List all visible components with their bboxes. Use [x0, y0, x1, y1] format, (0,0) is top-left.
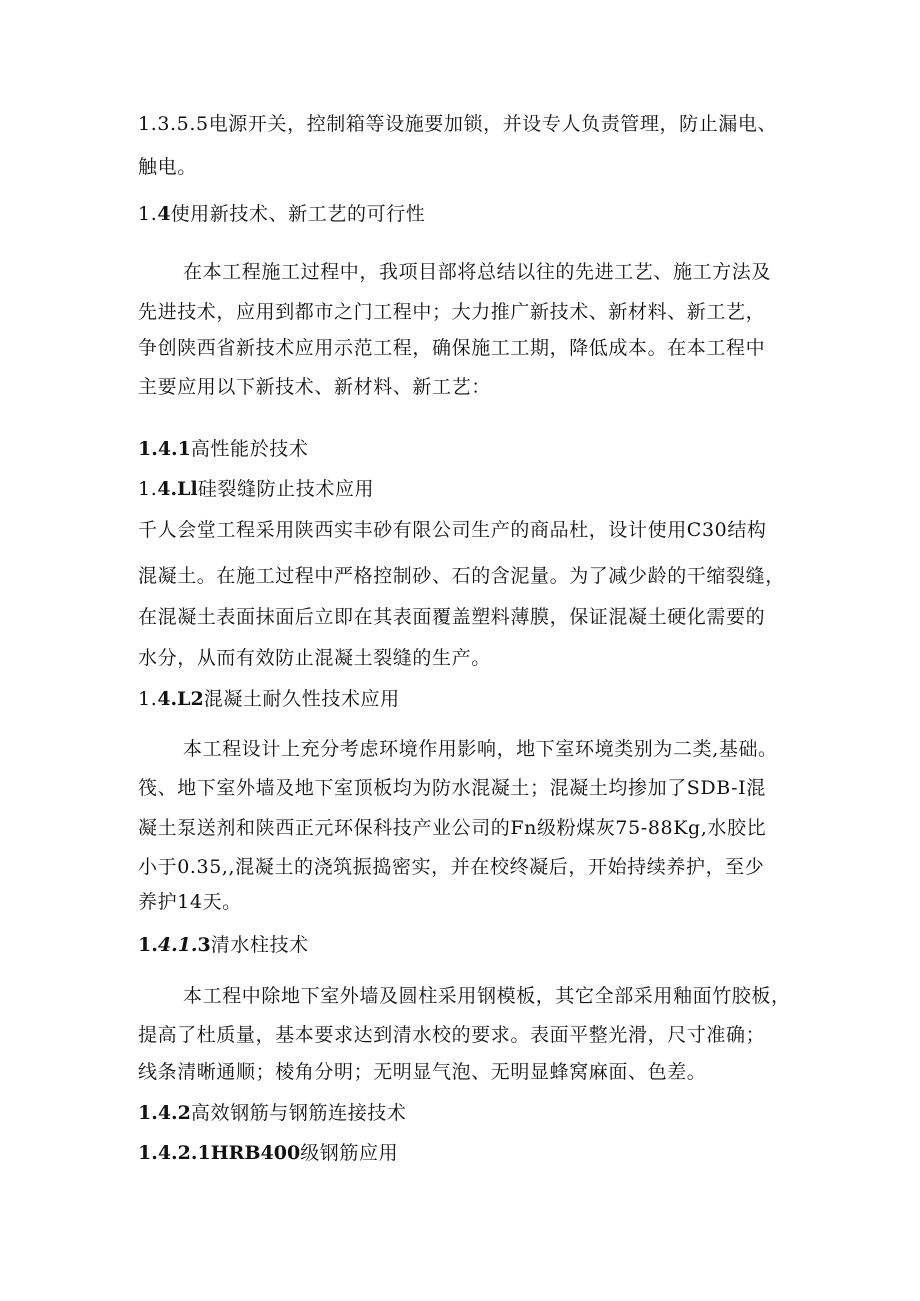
paragraph-2-line-1: 千人会堂工程采用陕西实丰砂有限公司生产的商品杜，设计使用C30结构: [138, 519, 767, 541]
section-number: 1.4.1: [138, 438, 191, 460]
paragraph-1-line-1: 在本工程施工过程中，我项目部将总结以往的先进工艺、施工方法及: [183, 261, 772, 283]
clause-1-3-5-5-line-1: [138, 112, 777, 136]
clause-text: 电源开关，控制箱等设施要加锁，并设专人负责管理，防止漏电、: [208, 113, 778, 135]
section-number-part: 1.: [138, 934, 158, 956]
paragraph-2-line-2: 混凝土。在施工过程中严格控制砂、石的含泥量。为了减少龄的干缩裂缝，: [138, 565, 785, 587]
paragraph-1-line-4: 主要应用以下新技术、新材料、新工艺：: [138, 376, 491, 398]
section-title: 高效钢筋与钢筋连接技术: [190, 1102, 407, 1124]
paragraph-3-line-1: 本工程设计上充分考虑环境作用影响，地下室环境类别为二类,基础。: [183, 738, 778, 760]
paragraph-4-line-1: 本工程中除地下室外墙及圆柱采用钢模板，其它全部采用釉面竹胶板，: [183, 985, 791, 1007]
section-heading-1-4-1-3: [138, 933, 309, 957]
section-title: 混凝土耐久性技术应用: [203, 688, 400, 710]
section-heading-1-4: [138, 202, 425, 226]
section-number: 1.4.2: [138, 1102, 191, 1124]
section-title: 使用新技术、新工艺的可行性: [170, 203, 426, 225]
paragraph-3-line-4: 小于0.35,,混凝土的浇筑振捣密实，并在校终凝后，开始持续养护，至少: [138, 856, 765, 878]
section-number-bold: 4.Ll: [157, 478, 198, 500]
section-title: 高性能於技术: [190, 438, 309, 460]
paragraph-1-line-2: 先进技术，应用到都市之门工程中；大力推广新技术、新材料、新工艺，: [138, 301, 766, 323]
paragraph-4-line-3: 线条清晰通顺；棱角分明；无明显气泡、无明显蜂窝麻面、色差。: [138, 1061, 707, 1083]
section-number: 1.: [138, 203, 158, 225]
section-heading-1-4-2: [138, 1101, 407, 1125]
paragraph-4-line-2: 提高了杜质量，基本要求达到清水校的要求。表面平整光滑，尺寸准确；: [138, 1024, 766, 1046]
section-number: 1.: [138, 688, 158, 710]
paragraph-3-line-5: 养护14天。: [138, 891, 242, 913]
section-heading-1-4-2-1: [138, 1141, 398, 1165]
section-number: 1.: [138, 478, 158, 500]
section-title: 级钢筋应用: [300, 1142, 399, 1164]
section-number-bold: 4: [157, 203, 171, 225]
section-number-part-italic: 1.: [177, 934, 198, 956]
section-title: 清水柱技术: [210, 934, 309, 956]
paragraph-1-line-3: 争创陕西省新技术应用示范工程，确保施工工期，降低成本。在本工程中: [138, 337, 766, 359]
section-number: 1.4.2.1HRB400: [138, 1142, 301, 1164]
section-number-bold: 4.L2: [157, 688, 204, 710]
paragraph-2-line-4: 水分，从而有效防止混凝土裂缝的生产。: [138, 647, 491, 669]
clause-number: 1.3.5.5: [138, 113, 209, 135]
paragraph-3-line-2: 筏、地下室外墙及地下室顶板均为防水混凝土；混凝土均掺加了SDB-I混: [138, 777, 766, 799]
paragraph-3-line-3: 凝土泵送剂和陕西正元环保科技产业公司的Fn级粉煤灰75-88Kg,水胶比: [138, 817, 767, 839]
section-heading-1-4-l1: [138, 477, 374, 501]
clause-1-3-5-5-line-2: 触电。: [138, 156, 197, 178]
section-heading-1-4-1: [138, 437, 309, 461]
section-title: 硅裂缝防止技术应用: [197, 478, 375, 500]
section-number-part-italic: 4.: [157, 934, 178, 956]
section-heading-1-4-l2: [138, 687, 400, 711]
section-number-part: 3: [197, 934, 211, 956]
paragraph-2-line-3: 在混凝土表面抹面后立即在其表面覆盖塑料薄膜，保证混凝土硬化需要的: [138, 606, 766, 628]
